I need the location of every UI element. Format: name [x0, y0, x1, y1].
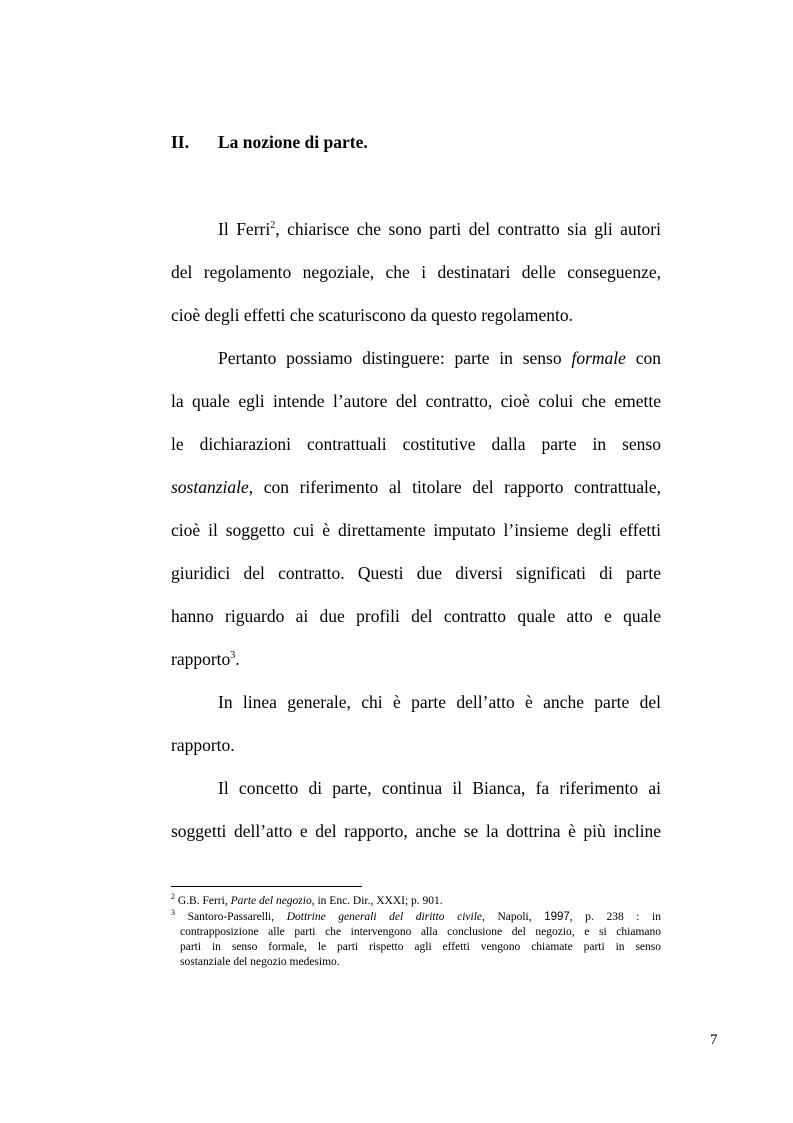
body-line: la quale egli intende l’autore del contratto, cioè colui che emette — [171, 391, 661, 411]
body-line: cioè degli effetti che scaturiscono da questo regolamento. — [171, 305, 574, 325]
body-line: rapporto$^3$. — [171, 649, 240, 669]
footnote-3-line: sostanziale del negozio medesimo. — [180, 956, 340, 968]
section-number: II. — [171, 132, 189, 152]
body-line: hanno riguardo ai due profili del contratto quale atto e quale — [171, 606, 661, 626]
body-line: giuridici del contratto. Questi due diversi significati di parte — [171, 563, 661, 583]
footnote-separator — [171, 886, 362, 887]
section-heading — [171, 132, 368, 153]
body-line: rapporto. — [171, 735, 235, 755]
body-line: le dichiarazioni contrattuali costitutive dalla parte in senso — [171, 434, 661, 454]
body-line: soggetti dell’atto e del rapporto, anche se la dottrina è più incline — [171, 821, 661, 841]
footnote-3-line: parti in senso formale, le parti rispetto agli effetti vengono chiamate parti in senso — [180, 941, 661, 953]
body-line: del regolamento negoziale, che i destinatari delle conseguenze, — [171, 262, 661, 282]
page-number: 7 — [710, 1032, 718, 1048]
footnote-2: $^2$ G.B. Ferri, Parte del negozio, in Enc. Dir., XXXI; p. 901. — [171, 892, 443, 907]
footnote-3-line: contrapposizione alle parti che intervengono alla conclusione del negozio, e si chiamano — [180, 926, 661, 938]
body-line: cioè il soggetto cui è direttamente imputato l’insieme degli effetti — [171, 520, 661, 540]
section-title: La nozione di parte. — [218, 132, 368, 152]
body-line: In linea generale, chi è parte dell’atto è anche parte del — [218, 692, 661, 712]
body-line: sostanziale, con riferimento al titolare del rapporto contrattuale, — [171, 477, 661, 497]
footnote-3: $^3$ Santoro-Passarelli, Dottrine generali del diritto civile, Napoli, 1997, p. 238 : in — [171, 908, 661, 923]
footnote-ref-2[interactable]: 2 — [270, 220, 276, 231]
footnote-ref-3[interactable]: 3 — [230, 650, 236, 661]
body-line: Il concetto di parte, continua il Bianca, fa riferimento ai — [218, 778, 661, 798]
body-line: Il Ferri$^2$, chiarisce che sono parti del contratto sia gli autori — [218, 219, 661, 239]
body-line: Pertanto possiamo distinguere: parte in senso formale con — [218, 348, 661, 368]
